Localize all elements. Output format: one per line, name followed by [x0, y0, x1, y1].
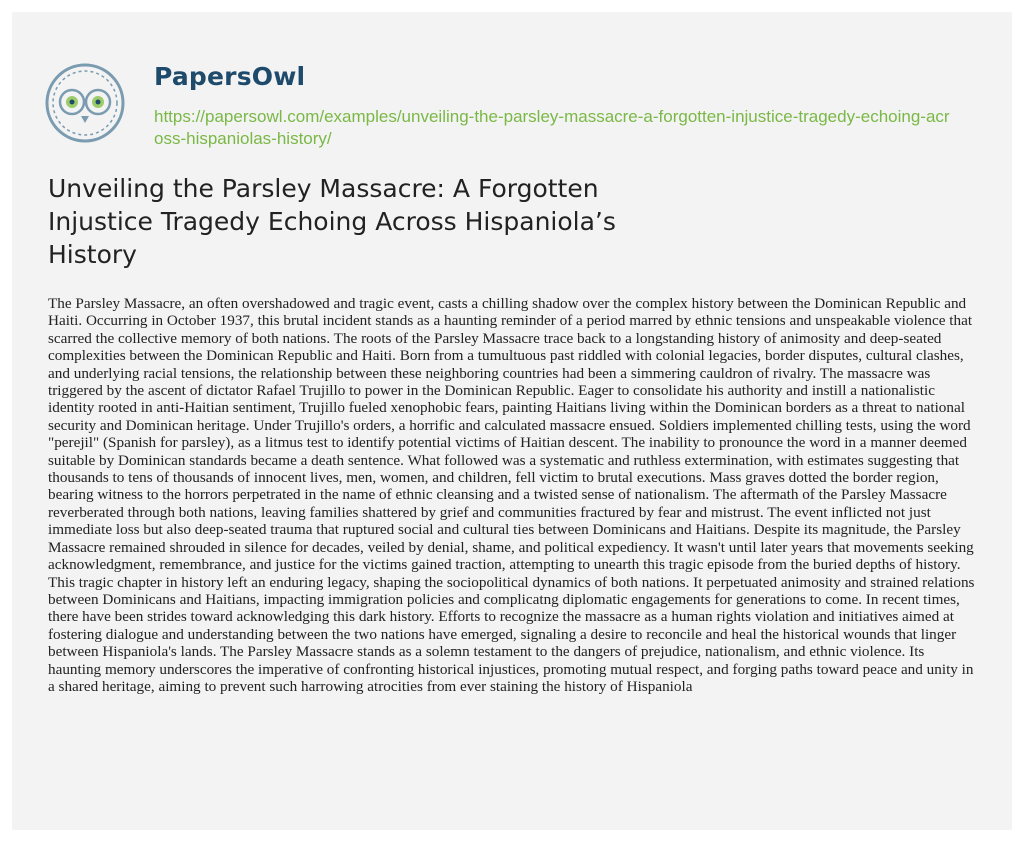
- article-title: Unveiling the Parsley Massacre: A Forgotten Injustice Tragedy Echoing Across Hispaniola’s History: [48, 174, 616, 269]
- owl-logo-icon: [44, 62, 126, 144]
- article-body: The Parsley Massacre, an often overshadowed and tragic event, casts a chilling shadow over the complex history between the Dominican Republic and Haiti. Occurring in October 1937, this brutal incident stands as a haunting reminder of a period marred by ethnic tensions and unspeakable violence that scarred the collective memory of both nations. The roots of the Parsley Massacre trace back to a longstanding history of animosity and deep-seated complexities between the Dominican Republic and Haiti. Born from a tumultuous past riddled with colonial legacies, border disputes, cultural clashes, and underlying racial tensions, the relationship between these neighboring countries had been a simmering cauldron of rivalry. The massacre was triggered by the ascent of dictator Rafael Trujillo to power in the Dominican Republic. Eager to consolidate his authority and instill a nationalistic identity rooted in anti-Haitian sentiment, Trujillo fueled xenophobic fears, painting Haitians living within the Dominican borders as a threat to national security and Dominican heritage. Under Trujillo's orders, a horrific and calculated massacre ensued. Soldiers implemented chilling tests, using the word "perejil" (Spanish for parsley), as a litmus test to identify potential victims of Haitian descent. The inability to pronounce the word in a manner deemed suitable by Dominican standards became a death sentence. What followed was a systematic and ruthless extermination, with estimates suggesting that thousands to tens of thousands of innocent lives, men, women, and children, fell victim to brutal executions. Mass graves dotted the border region, bearing witness to the horrors perpetrated in the name of ethnic cleansing and a twisted sense of nationalism. The aftermath of the Parsley Massacre reverberated through both nations, leaving families shattered by grief and communities fractured by fear and mistrust. The event inflicted not just immediate loss but also deep-seated trauma that ruptured social and cultural ties between Dominicans and Haitians. Despite its magnitude, the Parsley Massacre remained shrouded in silence for decades, veiled by denial, shame, and political expediency. It wasn't until later years that movements seeking acknowledgment, remembrance, and justice for the victims gained traction, attempting to unearth this tragic episode from the buried depths of history. This tragic chapter in history left an enduring legacy, shaping the sociopolitical dynamics of both nations. It perpetuated animosity and strained relations between Dominicans and Haitians, impacting immigration policies and complicatng diplomatic engagements for generations to come. In recent times, there have been strides toward acknowledging this dark history. Efforts to recognize the massacre as a human rights violation and initiatives aimed at fostering dialogue and understanding between the two nations have emerged, signaling a desire to reconcile and heal the historical wounds that linger between Hispaniola's lands. The Parsley Massacre stands as a solemn testament to the dangers of prejudice, nationalism, and ethnic violence. Its haunting memory underscores the imperative of confronting historical injustices, promoting mutual respect, and forging paths toward peace and unity in a shared heritage, aiming to prevent such harrowing atrocities from ever staining the history of Hispaniola: [48, 295, 975, 695]
- header: [36, 40, 976, 160]
- brand-name[interactable]: PapersOwl: [154, 62, 306, 91]
- source-url-link[interactable]: https://papersowl.com/examples/unveiling-the-parsley-massacre-a-forgotten-injustice-tragedy-echoing-across-hispaniolas-history/: [154, 107, 950, 148]
